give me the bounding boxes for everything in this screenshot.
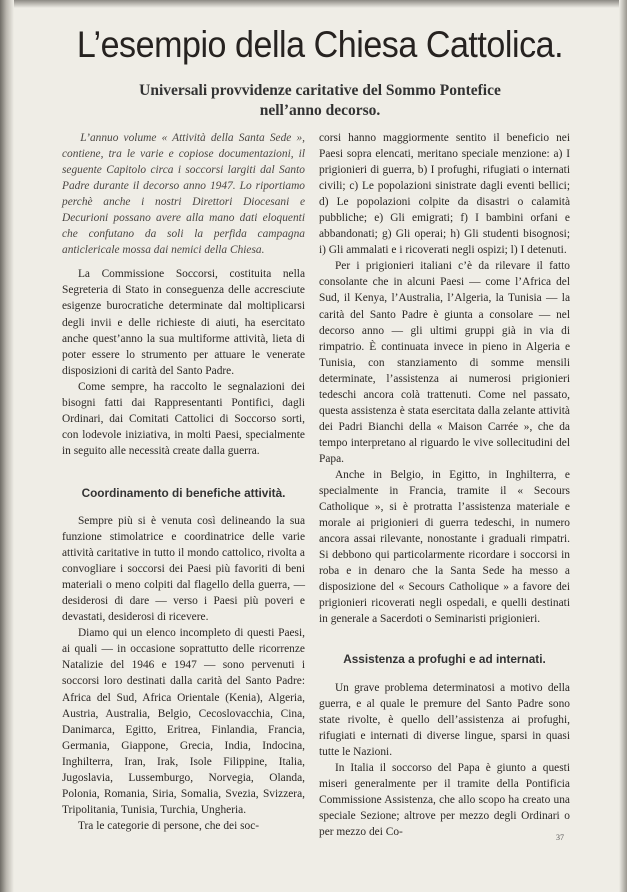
page-binding-shadow bbox=[0, 0, 14, 892]
article-subtitle bbox=[60, 81, 580, 121]
body-paragraph: In Italia il soccorso del Papa è giunto a questi miseri generalmente per il tramite della Pontificia Commissione Assistenza, che allo scopo ha creato una speciale Sezione; altrove per mezzo degli Ordinari o per mezzo dei Co- bbox=[319, 761, 570, 838]
body-paragraph: Per i prigionieri italiani c’è da rilevare il fatto consolante che in alcuni Paesi — come l’Africa del Sud, il Kenya, l’Australia, l’Algeria, la Tunisia — la carità del Santo Padre è giunta a consolare — nel decorso anno — gli ultimi gruppi già in via di rimpatrio. È continuata invece in pieno in Algeria e Tunisia, con stanziamento di somme mensili determinate, l’assistenza ai numerosi prigionieri tedeschi ancora colà trattenuti. Come nel passato, questa assistenza è stata esercitata dalla zelante attività dei Padri Bianchi della « Maison Carrée », che da tempo interpretano al riguardo le vive sollecitudini del Papa. bbox=[319, 260, 570, 465]
left-column bbox=[62, 130, 305, 834]
body-paragraph: Diamo qui un elenco incompleto di questi Paesi, ai quali — in occasione soprattutto delle ricorrenze Natalizie del 1946 e 1947 — sono pervenuti i soccorsi loro destinati dalla carità del Santo Padre: Africa del Sud, Africa Orientale (Kenia), Algeria, Austria, Australia, Belgio, Cecoslovacchia, Cina, Danimarca, Egitto, Eritrea, Finlandia, Francia, Germania, Giappone, Grecia, India, Indocina, Inghilterra, Iran, Irak, Isole Filippine, Italia, Jugoslavia, Lussemburgo, Norvegia, Olanda, Polonia, Romania, Siria, Somalia, Svezia, Svizzera, Tripolitania, Tunisia, Turchia, Ungheria. bbox=[62, 627, 305, 816]
section-heading: Coordinamento di benefiche attività. bbox=[81, 485, 286, 500]
page-right-shadow bbox=[619, 0, 627, 892]
subtitle-line-1: Universali provvidenze caritative del Sommo Pontefice bbox=[139, 82, 501, 99]
body-paragraph: Anche in Belgio, in Egitto, in Inghilterra, e specialmente in Francia, tramite il « Secours Catholique », si è protratta l’assistenza materiale e morale ai prigionieri di guerra tedeschi, in numero ancora assai rilevante, nonostante i graduali rimpatri. Si debbono qui particolarmente ricordare i soccorsi in roba e in denaro che la Santa Sede ha messo a disposizione del « Secours Catholique » a favore dei prigionieri ricoverati negli ospedali, e quelli destinati in generale a Sacerdoti o Seminaristi prigionieri. bbox=[319, 468, 570, 626]
body-paragraph: Tra le categorie di persone, che dei soc- bbox=[77, 819, 260, 832]
page-number: 37 bbox=[556, 833, 564, 842]
body-paragraph: Sempre più si è venuta così delineando la sua funzione stimolatrice e coordinatrice delle varie attività caritative in tutto il mondo cattolico, rivolta a convogliare i soccorsi dei Paesi più favoriti di beni materiali o meno colpiti dal flagello della guerra, — desiderosi di dare — verso i Paesi più poveri e devastati, desiderosi di ricevere. bbox=[62, 514, 305, 624]
intro-paragraph: L’annuo volume « Attività della Santa Sede », contiene, tra le varie e copiose documentazioni, il seguente Capitolo circa i soccorsi largiti dal Santo Padre durante il decorso anno 1947. Lo riportiamo perchè anche i nostri Direttori Diocesani e Decurioni possano avere alla mano dati eloquenti che confutano da soli la perfida campagna anticlericale mossa dai nemici della Chiesa. bbox=[62, 132, 305, 257]
body-paragraph: La Commissione Soccorsi, costituita nella Segreteria di Stato in conseguenza delle accresciute esigenze burocratiche determinate dal moltiplicarsi degli invii e delle richieste di aiuti, ha esercitato anche quest’anno la sua multiforme attività, lieta di poter essere lo strumento per attuare le venerate disposizioni di carità del Santo Padre. bbox=[62, 268, 305, 377]
article-title: L’esempio della Chiesa Cattolica. bbox=[76, 24, 564, 65]
page-top-shadow bbox=[0, 0, 627, 8]
body-paragraph: Un grave problema determinatosi a motivo della guerra, e al quale le premure del Santo Padre sono state rivolte, è quello dell’assistenza ai profughi, rifugiati e internati di diverse lingue, sparsi in quasi tutte le Nazioni. bbox=[319, 681, 570, 758]
section-heading: Assistenza a profughi e ad internati. bbox=[343, 652, 546, 667]
right-column bbox=[319, 130, 570, 840]
subtitle-line-2: nell’anno decorso. bbox=[259, 102, 381, 119]
body-paragraph: corsi hanno maggiormente sentito il beneficio nei Paesi sopra elencati, meritano speciale menzione: a) I prigionieri di guerra, b) I profughi, rifugiati o internati civili; c) Le popolazioni sinistrate dagli eventi bellici; d) Le popolazioni colpite da disastri o calamità pubbliche; e) Gli emigrati; f) I bambini orfani e abbandonati; g) Gli operai; h) Gli studenti bisognosi; i) Gli ammalati e i ricoverati negli ospizi; l) I detenuti. bbox=[319, 132, 570, 257]
body-paragraph: Come sempre, ha raccolto le segnalazioni dei bisogni fatti dai Rappresentanti Pontifici, dagli Ordinari, dai Comitati Cattolici di Soccorso sorti, con lodevole iniziativa, in molti Paesi, specialmente in seguito alle necessità create dalla guerra. bbox=[62, 380, 305, 457]
